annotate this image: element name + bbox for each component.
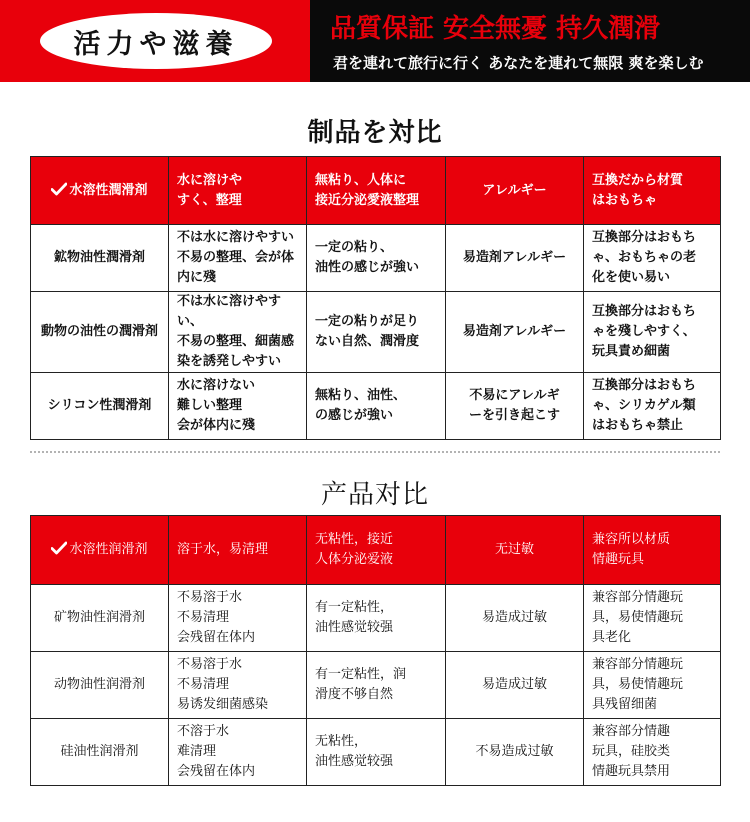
table-cell: 无粘性， 油性感觉较强: [307, 719, 446, 786]
row-label-cell: 動物の油性の潤滑剤: [31, 292, 169, 373]
table-cell: 不易にアレルギ ーを引き起こす: [446, 373, 584, 440]
table-cell: 不は水に溶けやすい、 不易の整理、細菌感 染を誘発しやすい: [169, 292, 307, 373]
table-body: [31, 157, 721, 440]
table-cell: 易造成过敏: [446, 585, 584, 652]
row-label-cell: 矿物油性润滑剂: [31, 585, 169, 652]
table-header-row: [31, 157, 721, 225]
table-cell: 水に溶けない 難しい整理 会が体内に殘: [169, 373, 307, 440]
table-header-row: [31, 516, 721, 585]
header-cell-text: 无过敏: [494, 542, 534, 557]
table-row: [31, 292, 721, 373]
table-row: [31, 373, 721, 440]
banner-subline: 君を連れて旅行に行く あなたを連れて無限 爽を楽しむ: [333, 54, 704, 72]
section-title-jp: 制品を対比: [307, 118, 443, 148]
header-cell: [31, 516, 169, 585]
slogan-badge: 活力や滋養: [40, 13, 272, 69]
checkmark-icon: [51, 541, 67, 555]
header-cell-text: 溶于水，易清理: [177, 542, 269, 557]
table-row: [31, 719, 721, 786]
header-cell-text: 互換だから材質 はおもちゃ: [592, 172, 684, 208]
header-cell: [31, 157, 169, 225]
table-cell: 一定の粘り、 油性の感じが強い: [307, 225, 446, 292]
table-cell: 一定の粘りが足り ない自然、潤滑度: [307, 292, 446, 373]
table-cell: 不は水に溶けやすい 不易の整理、会が体 内に殘: [169, 225, 307, 292]
table-cell: 易造剤アレルギー: [446, 225, 584, 292]
table-cell: 不溶于水 难清理 会残留在体内: [169, 719, 307, 786]
table-cell: 兼容部分情趣玩 具，易使情趣玩 具残留细菌: [584, 652, 721, 719]
row-label-cell: 动物油性润滑剂: [31, 652, 169, 719]
table-cell: 不易造成过敏: [446, 719, 584, 786]
header-cell-text: 水溶性潤滑剤: [69, 182, 148, 198]
header-cell-text: 水溶性润滑剂: [69, 542, 148, 557]
section-title-cn: 产品对比: [320, 480, 429, 510]
checkmark-icon: [51, 182, 67, 196]
comparison-table-cn: [30, 515, 721, 786]
table-cell: 互換部分はおもち ゃを殘しやすく、 玩具責め細菌: [584, 292, 721, 373]
header-cell-text: 水に溶けや すく、整理: [177, 172, 243, 208]
table-cell: 兼容部分情趣玩 具，易使情趣玩 具老化: [584, 585, 721, 652]
table-cell: 互換部分はおもち ゃ、おもちゃの老 化を使い易い: [584, 225, 721, 292]
header-cell: [169, 516, 307, 585]
table-row: [31, 225, 721, 292]
table-cell: 有一定粘性， 油性感觉较强: [307, 585, 446, 652]
header-cell-text: アレルギー: [482, 182, 547, 198]
dotted-divider: [30, 451, 720, 453]
banner-headline: 品質保証 安全無憂 持久潤滑: [330, 14, 661, 44]
row-label-cell: 鉱物油性潤滑剤: [31, 225, 169, 292]
header-cell-text: 無粘り、人体に 接近分泌愛液整理: [315, 172, 420, 208]
row-label-cell: シリコン性潤滑剤: [31, 373, 169, 440]
table-cell: 易造剤アレルギー: [446, 292, 584, 373]
table-cell: 不易溶于水 不易清理 会残留在体内: [169, 585, 307, 652]
comparison-table-jp: [30, 156, 721, 440]
header-cell-text: 无粘性，接近 人体分泌爱液: [315, 532, 394, 567]
table-cell: 有一定粘性，润 滑度不够自然: [307, 652, 446, 719]
table-cell: 不易溶于水 不易清理 易诱发细菌感染: [169, 652, 307, 719]
header-cell: [446, 157, 584, 225]
table-cell: 互換部分はおもち ゃ、シリカゲル類 はおもちゃ禁止: [584, 373, 721, 440]
header-cell: [169, 157, 307, 225]
table-row: [31, 652, 721, 719]
table-cell: 兼容部分情趣 玩具，硅胶类 情趣玩具禁用: [584, 719, 721, 786]
banner-red-panel: [0, 0, 310, 82]
header-cell-text: 兼容所以材质 情趣玩具: [592, 532, 671, 567]
promo-banner: [0, 0, 750, 82]
table-body: [31, 516, 721, 786]
table-row: [31, 585, 721, 652]
header-cell: [307, 157, 446, 225]
header-cell: [307, 516, 446, 585]
table-cell: 易造成过敏: [446, 652, 584, 719]
row-label-cell: 硅油性润滑剂: [31, 719, 169, 786]
table-cell: 無粘り、油性、 の感じが強い: [307, 373, 446, 440]
header-cell: [446, 516, 584, 585]
header-cell: [584, 157, 721, 225]
header-cell: [584, 516, 721, 585]
